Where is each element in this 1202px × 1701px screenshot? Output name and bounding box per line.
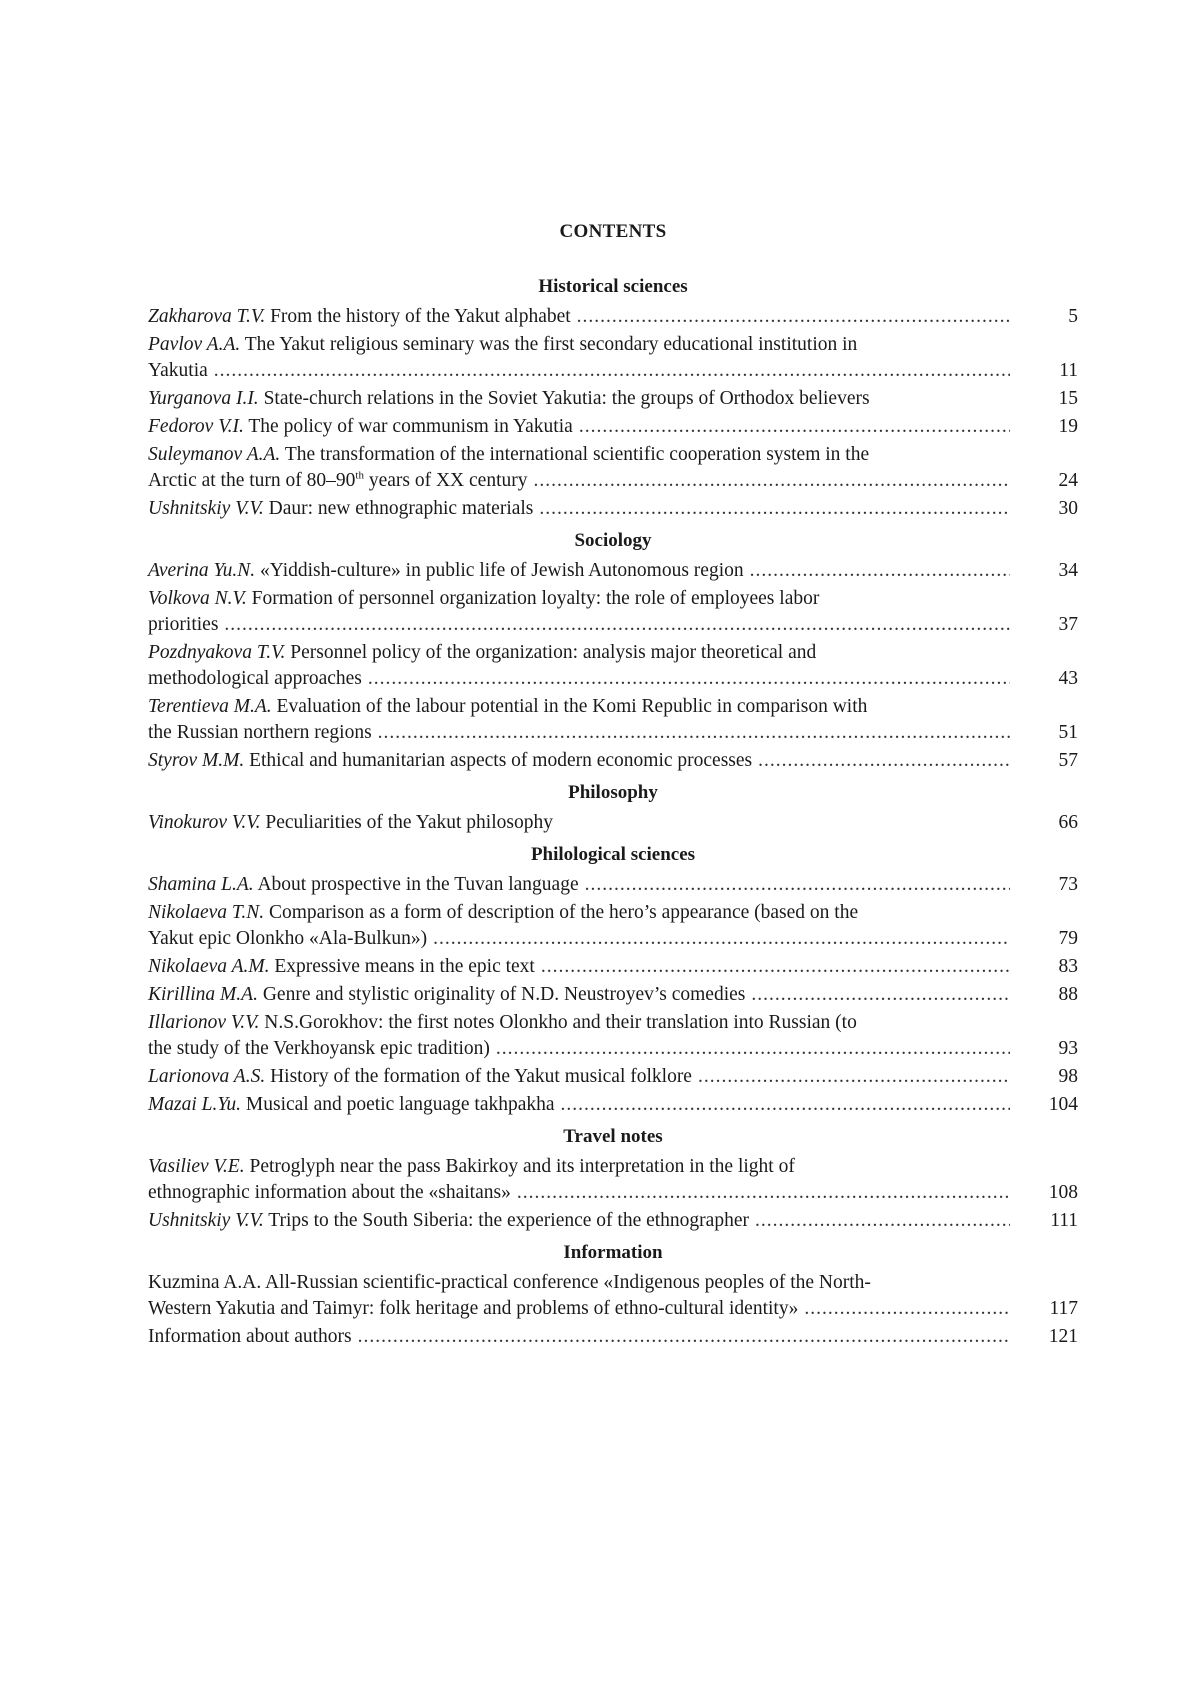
entry-title [148,694,1010,746]
entry-text-segment: the study of the Verkhoyansk epic tradition) [148,1038,490,1059]
entry-text-segment: Formation of personnel organization loyalty: the role of employees labor [246,588,820,609]
entry-line [148,926,1010,952]
toc-entry[interactable] [148,810,1078,838]
entry-line-text [148,612,218,638]
toc-entry[interactable] [148,1092,1078,1120]
entry-text-segment: priorities [148,614,219,635]
entry-line [148,304,1010,330]
entry-line-text [148,1064,692,1090]
toc-entry[interactable] [148,694,1078,748]
entry-title [148,386,1010,412]
entry-line [148,1208,1010,1234]
page-number: 83 [1058,956,1078,977]
entry-line [148,332,1010,358]
entry-line-text [148,872,579,898]
page-number: 57 [1058,750,1078,771]
entry-line [148,982,1010,1008]
dot-leader [368,666,1010,692]
entry-title [148,304,1010,330]
entry-line [148,496,1010,522]
entry-text-segment: methodological approaches [148,668,362,689]
page-number: 98 [1058,1066,1078,1087]
toc-entry[interactable] [148,872,1078,900]
page-number: 121 [1048,1326,1078,1347]
entry-author: Suleymanov A.A. [148,444,281,465]
entry-line [148,810,1010,836]
toc-section [148,776,1078,838]
entry-title [148,954,1010,980]
toc-entry[interactable] [148,954,1078,982]
entry-text-segment: State-church relations in the Soviet Yakutia: the groups of Orthodox believers [258,388,870,409]
toc-entry[interactable] [148,1270,1078,1324]
toc-entry[interactable] [148,640,1078,694]
section-heading: Historical sciences [538,276,688,297]
entry-line [148,1010,1010,1036]
dot-leader [541,954,1010,980]
entry-text-segment: From the history of the Yakut alphabet [265,306,571,327]
entry-text-segment: The transformation of the international scientific cooperation system in the [280,444,870,465]
entry-author: Fedorov V.I. [148,416,244,437]
entry-line [148,872,1010,898]
section-heading: Sociology [574,530,652,551]
dot-leader [804,1296,1010,1322]
entry-text-segment: «Yiddish-culture» in public life of Jewish Autonomous region [255,560,744,581]
page-number: 117 [1049,1298,1078,1319]
entry-line-text [148,558,744,584]
page-number: 104 [1048,1094,1078,1115]
entry-title [148,442,1010,494]
entry-author: Terentieva M.A. [148,696,272,717]
entry-line [148,1154,1010,1180]
entry-text-segment: Information about authors [148,1326,352,1347]
entry-text-segment: The Yakut religious seminary was the first secondary educational institution in [240,334,858,355]
toc-entry[interactable] [148,1324,1078,1352]
entry-line-text [148,1180,511,1206]
dot-leader [224,612,1010,638]
entry-line-text [148,1296,798,1322]
entry-line-text [148,720,372,746]
entry-line-text [148,1036,490,1062]
entry-title [148,872,1010,898]
toc-entry[interactable] [148,496,1078,524]
entry-text-segment: Daur: new ethnographic materials [263,498,534,519]
toc-entry[interactable] [148,386,1078,414]
dot-leader [758,748,1010,774]
entry-line-text [148,810,553,836]
entry-title [148,1270,1010,1322]
entry-title [148,332,1010,384]
dot-leader [496,1036,1010,1062]
entry-line [148,720,1010,746]
page-number: 108 [1048,1182,1078,1203]
entry-author: Mazai L.Yu. [148,1094,242,1115]
dot-leader [433,926,1010,952]
entry-line [148,442,1010,468]
entry-line [148,900,1010,926]
page-number: 93 [1058,1038,1078,1059]
entry-author: Yurganova I.I. [148,388,259,409]
page-number: 15 [1058,388,1078,409]
entry-line-text [148,982,745,1008]
toc-entry[interactable] [148,304,1078,332]
entry-title [148,414,1010,440]
contents-title: CONTENTS [559,221,667,242]
dot-leader [755,1208,1010,1234]
entry-title [148,748,1010,774]
dot-leader [214,358,1010,384]
entry-text-segment: Western Yakutia and Taimyr: folk heritage and problems of ethno-cultural identity» [148,1298,799,1319]
entry-text-segment: Ethical and humanitarian aspects of modern economic processes [244,750,753,771]
entry-title [148,558,1010,584]
entry-line [148,1324,1010,1350]
entry-author: Nikolaeva T.N. [148,902,265,923]
entry-line-text [148,1208,749,1234]
table-of-contents [148,270,1078,1352]
entry-author: Vinokurov V.V. [148,812,261,833]
entry-line [148,640,1010,666]
entry-line-text [148,496,533,522]
entry-text-segment: Arctic at the turn of 80–90th years of XX century [148,469,528,491]
entry-line-text [148,926,427,952]
page-number: 66 [1058,812,1078,833]
entry-line [148,1296,1010,1322]
page-number: 37 [1058,614,1078,635]
entry-author: Ushnitskiy V.V. [148,498,264,519]
entry-title [148,900,1010,952]
entry-author: Shamina L.A. [148,874,254,895]
dot-leader [378,720,1010,746]
entry-author: Pozdnyakova T.V. [148,642,286,663]
entry-line-text [148,954,535,980]
page-number: 79 [1058,928,1078,949]
entry-title [148,1064,1010,1090]
page-number: 51 [1058,722,1078,743]
dot-leader [585,872,1010,898]
toc-section [148,524,1078,776]
section-heading: Information [563,1242,663,1263]
entry-author: Larionova A.S. [148,1066,266,1087]
page-number: 30 [1058,498,1078,519]
dot-leader [358,1324,1010,1350]
toc-section [148,270,1078,524]
section-heading: Travel notes [563,1126,663,1147]
toc-entry[interactable] [148,1154,1078,1208]
entry-text-segment: ethnographic information about the «shaitans» [148,1182,511,1203]
section-heading: Philosophy [568,782,658,803]
entry-line [148,612,1010,638]
entry-text-segment: The policy of war communism in Yakutia [243,416,573,437]
entry-title [148,1092,1010,1118]
entry-line [148,558,1010,584]
dot-leader [579,414,1010,440]
entry-line [148,954,1010,980]
entry-title [148,1324,1010,1350]
entry-title [148,586,1010,638]
entry-line [148,414,1010,440]
entry-line-text [148,386,870,412]
entry-line-text [148,748,752,774]
section-heading: Philological sciences [530,844,696,865]
page-number: 19 [1058,416,1078,437]
entry-author: Illarionov V.V. [148,1012,260,1033]
toc-entry[interactable] [148,586,1078,640]
entry-line-text [148,1324,352,1350]
entry-line-text [148,358,208,384]
toc-entry[interactable] [148,442,1078,496]
entry-text-segment: Musical and poetic language takhpakha [241,1094,555,1115]
page-number: 43 [1058,668,1078,689]
entry-author: Ushnitskiy V.V. [148,1210,264,1231]
entry-line [148,386,1010,412]
dot-leader [750,558,1010,584]
page-number: 5 [1068,306,1078,327]
entry-line [148,1036,1010,1062]
dot-leader [539,496,1010,522]
entry-text-segment: Kuzmina A.A. All-Russian scientific-practical conference «Indigenous peoples of the North- [148,1272,871,1293]
entry-line [148,1092,1010,1118]
dot-leader [561,1092,1010,1118]
page-number: 34 [1058,560,1078,581]
toc-entry[interactable] [148,900,1078,954]
toc-entry[interactable] [148,332,1078,386]
entry-text-segment: History of the formation of the Yakut musical folklore [265,1066,692,1087]
dot-leader [577,304,1010,330]
entry-text-segment: Petroglyph near the pass Bakirkoy and its interpretation in the light of [244,1156,795,1177]
entry-line-text [148,666,362,692]
entry-author: Styrov M.M. [148,750,245,771]
entry-line [148,1180,1010,1206]
dot-leader [517,1180,1010,1206]
page-number: 111 [1050,1210,1078,1231]
toc-entry[interactable] [148,1064,1078,1092]
toc-section [148,838,1078,1120]
entry-text-segment: Evaluation of the labour potential in the Komi Republic in comparison with [271,696,868,717]
entry-title [148,496,1010,522]
toc-section [148,1120,1078,1236]
page-number: 73 [1058,874,1078,895]
toc-entry[interactable] [148,982,1078,1010]
dot-leader [534,468,1011,494]
toc-entry[interactable] [148,748,1078,776]
entry-line [148,1064,1010,1090]
toc-entry[interactable] [148,1208,1078,1236]
entry-text-segment: Trips to the South Siberia: the experience of the ethnographer [263,1210,749,1231]
entry-line [148,748,1010,774]
entry-line-text [148,468,528,494]
entry-title [148,640,1010,692]
toc-entry[interactable] [148,558,1078,586]
entry-text-segment: N.S.Gorokhov: the first notes Olonkho and their translation into Russian (to [259,1012,857,1033]
toc-entry[interactable] [148,1010,1078,1064]
toc-entry[interactable] [148,414,1078,442]
entry-line [148,468,1010,494]
entry-text-segment: Expressive means in the epic text [269,956,535,977]
entry-author: Kirillina M.A. [148,984,258,1005]
entry-line [148,694,1010,720]
entry-line [148,358,1010,384]
toc-section [148,1236,1078,1352]
entry-line [148,1270,1010,1296]
entry-text-segment: Genre and stylistic originality of N.D. Neustroyev’s comedies [257,984,746,1005]
entry-text-segment: Comparison as a form of description of the hero’s appearance (based on the [264,902,859,923]
dot-leader [698,1064,1010,1090]
entry-author: Vasiliev V.E. [148,1156,245,1177]
entry-author: Pavlov A.A. [148,334,241,355]
entry-line [148,586,1010,612]
entry-line-text [148,1092,555,1118]
page-number: 24 [1058,470,1078,491]
dot-leader [751,982,1010,1008]
entry-text-segment: Peculiarities of the Yakut philosophy [260,812,553,833]
entry-title [148,1010,1010,1062]
entry-line-text [148,304,571,330]
entry-author: Zakharova T.V. [148,306,266,327]
entry-title [148,1154,1010,1206]
entry-author: Volkova N.V. [148,588,247,609]
entry-title [148,810,1010,836]
entry-title [148,982,1010,1008]
entry-line [148,666,1010,692]
entry-text-segment: Yakutia [148,360,208,381]
entry-author: Nikolaeva A.M. [148,956,270,977]
page-number: 88 [1058,984,1078,1005]
entry-text-segment: Personnel policy of the organization: analysis major theoretical and [285,642,817,663]
entry-text-segment: Yakut epic Olonkho «Ala-Bulkun») [148,928,428,949]
entry-line-text [148,414,573,440]
entry-author: Averina Yu.N. [148,560,256,581]
entry-title [148,1208,1010,1234]
page-number: 11 [1059,360,1078,381]
entry-text-segment: the Russian northern regions [148,722,372,743]
entry-text-segment: About prospective in the Tuvan language [253,874,579,895]
